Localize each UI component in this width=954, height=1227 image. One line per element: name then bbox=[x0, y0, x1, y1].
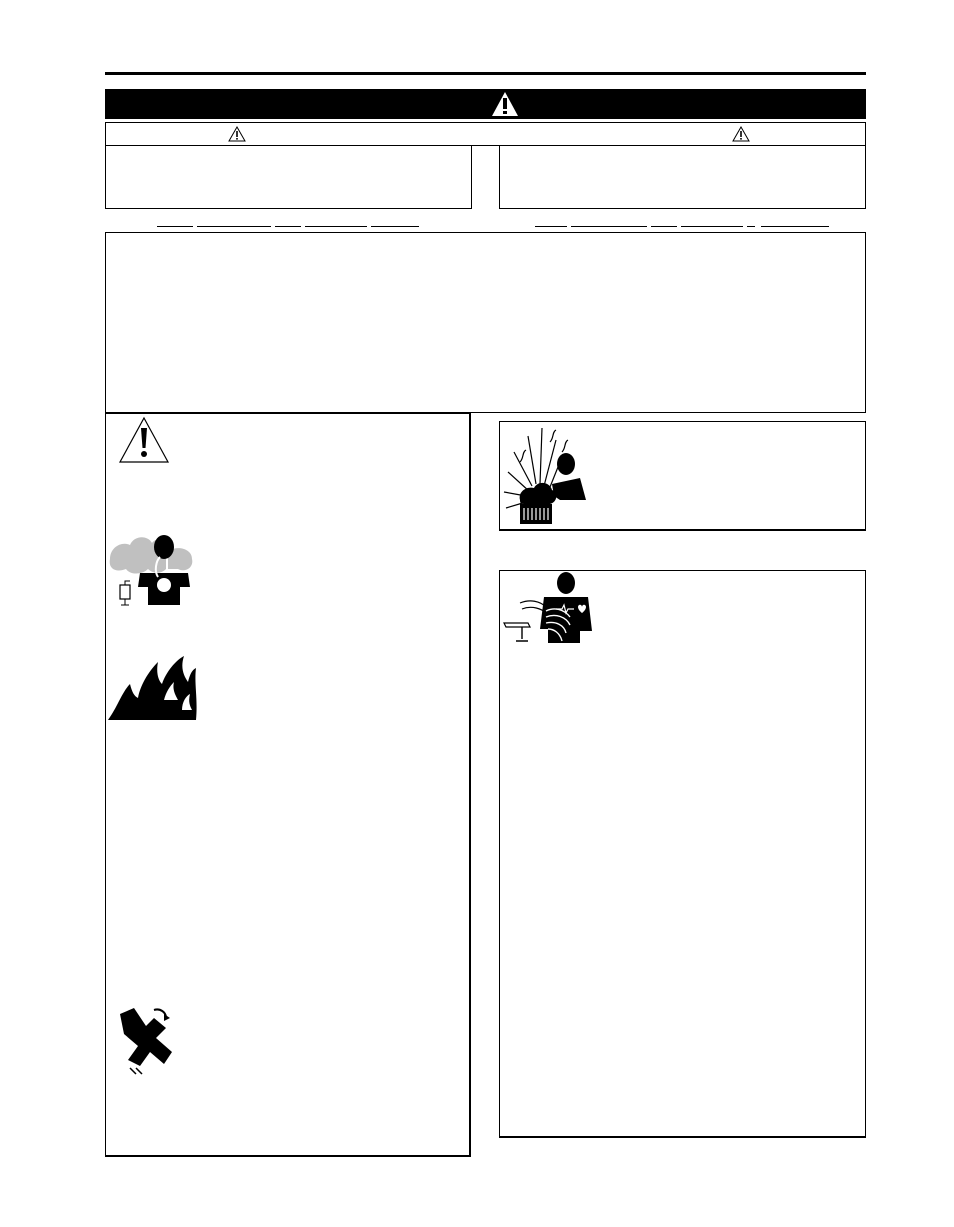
left-notice-box bbox=[105, 145, 472, 209]
right-notice-box bbox=[499, 145, 866, 209]
intro-box bbox=[105, 232, 866, 413]
caution-triangle-icon bbox=[732, 126, 750, 142]
warning-triangle-icon bbox=[491, 91, 519, 117]
fire-flames-icon bbox=[108, 654, 198, 724]
fumes-gases-breathing-icon bbox=[108, 529, 196, 609]
emf-pacemaker-icon bbox=[500, 571, 596, 647]
general-warning-icon bbox=[118, 416, 170, 464]
emf-hazard-box bbox=[499, 570, 866, 1138]
caution-triangle-icon bbox=[228, 126, 246, 142]
cylinder-explosion-icon bbox=[500, 422, 590, 528]
caution-subheader bbox=[105, 122, 866, 146]
warning-banner bbox=[105, 89, 866, 119]
top-rule bbox=[105, 72, 866, 75]
right-reference-underline bbox=[499, 226, 866, 228]
moving-parts-fan-hand-icon bbox=[114, 1004, 184, 1076]
left-safety-column bbox=[105, 413, 471, 1157]
cylinder-hazard-box bbox=[499, 421, 866, 531]
left-reference-underline bbox=[105, 226, 472, 228]
